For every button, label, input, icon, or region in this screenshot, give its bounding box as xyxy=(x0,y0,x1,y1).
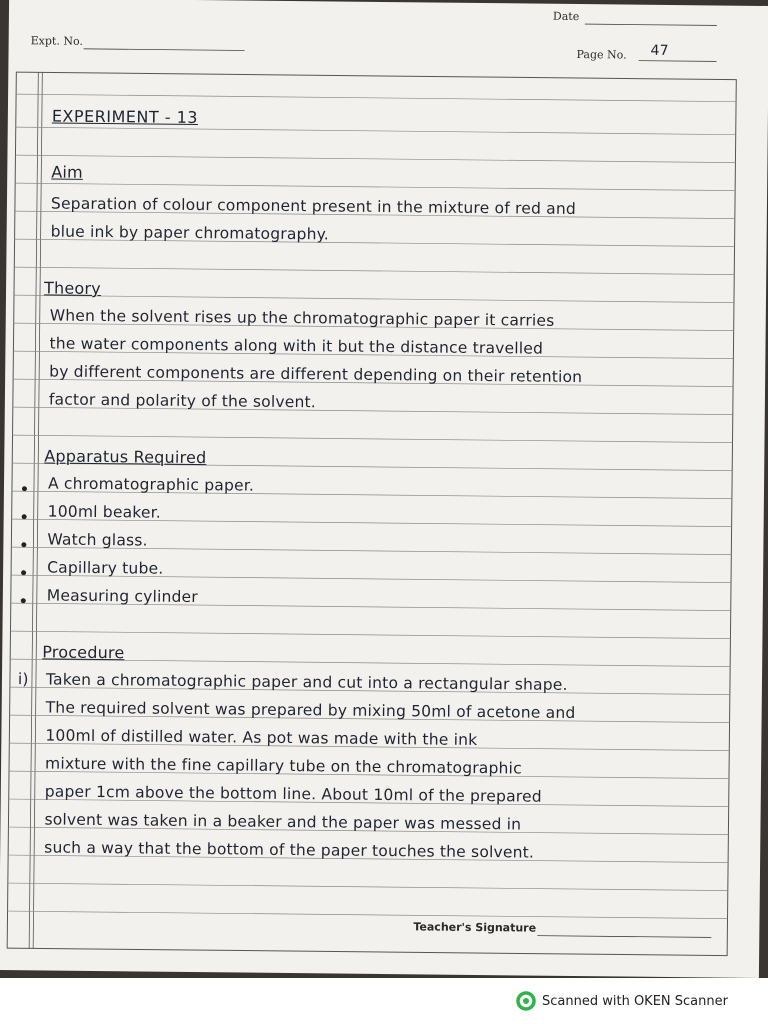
apparatus-item: Watch glass. xyxy=(47,530,148,550)
experiment-title: EXPERIMENT - 13 xyxy=(51,106,199,128)
apparatus-item: Capillary tube. xyxy=(47,558,164,578)
scanner-text: Scanned with OKEN Scanner xyxy=(542,993,728,1009)
theory-heading: Theory xyxy=(43,278,101,299)
procedure-marker: i) xyxy=(17,670,29,689)
apparatus-item: Measuring cylinder xyxy=(46,586,199,607)
theory-line-1: When the solvent rises up the chromatographic paper it carries xyxy=(49,306,555,330)
apparatus-heading: Apparatus Required xyxy=(44,446,207,468)
page-no-label: Page No. xyxy=(576,47,627,62)
bullet xyxy=(21,542,26,547)
procedure-line-5: paper 1cm above the bottom line. About 10ml of the prepared xyxy=(44,782,542,806)
apparatus-item: A chromatographic paper. xyxy=(47,474,255,495)
procedure-line-1: Taken a chromatographic paper and cut into a rectangular shape. xyxy=(45,670,568,694)
aim-heading: Aim xyxy=(51,162,83,182)
procedure-line-2: The required solvent was prepared by mixing 50ml of acetone and xyxy=(45,698,576,723)
bullet xyxy=(22,514,27,519)
bullet xyxy=(22,486,27,491)
date-label: Date xyxy=(552,9,580,24)
procedure-line-4: mixture with the fine capillary tube on the chromatographic xyxy=(45,754,522,778)
aim-line-2: blue ink by paper chromatography. xyxy=(50,222,330,244)
oken-logo-icon xyxy=(516,991,536,1011)
theory-line-2: the water components along with it but the distance travelled xyxy=(49,334,544,358)
bullet xyxy=(21,570,26,575)
teacher-signature-label: Teacher's Signature xyxy=(413,920,537,935)
procedure-line-7: such a way that the bottom of the paper touches the solvent. xyxy=(44,838,535,862)
theory-line-4: factor and polarity of the solvent. xyxy=(48,390,317,412)
procedure-line-6: solvent was taken in a beaker and the paper was messed in xyxy=(44,810,522,834)
page-number: 47 xyxy=(650,42,669,59)
aim-line-1: Separation of colour component present in the mixture of red and xyxy=(50,194,577,218)
expt-no-label: Expt. No. xyxy=(30,34,83,48)
scanner-watermark xyxy=(516,990,728,1012)
procedure-heading: Procedure xyxy=(42,642,125,663)
bullet xyxy=(21,598,26,603)
apparatus-item: 100ml beaker. xyxy=(47,502,162,522)
theory-line-3: by different components are different depending on their retention xyxy=(49,362,583,387)
procedure-line-3: 100ml of distilled water. As pot was made with the ink xyxy=(45,726,478,749)
